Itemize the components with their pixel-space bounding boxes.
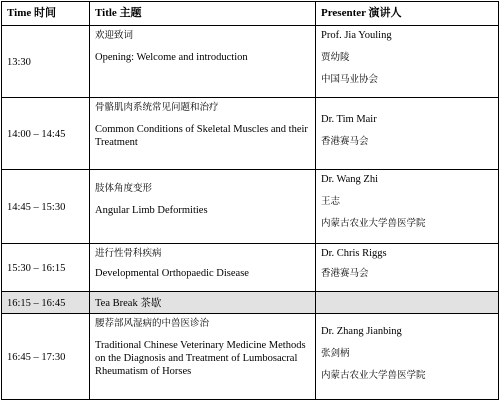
presenter-name-zh: 张剑柄 <box>321 348 350 359</box>
presenter-name: Dr. Zhang Jianbing <box>321 326 402 337</box>
presenter-org: 香港赛马会 <box>321 268 369 279</box>
title-column-header: Title 主题 <box>90 2 316 26</box>
schedule-table <box>1 1 499 400</box>
title-en: Developmental Orthopaedic Disease <box>95 268 249 279</box>
empty-cell <box>316 292 499 314</box>
table-row <box>2 170 499 244</box>
presenter-cell <box>316 314 499 400</box>
title-en: Common Conditions of Skeletal Muscles and their Treatment <box>95 124 308 148</box>
presenter-cell <box>316 26 499 98</box>
time-cell: 16:45 – 17:30 <box>2 314 90 400</box>
presenter-name-zh: 贾幼陵 <box>321 52 350 63</box>
time-cell: 15:30 – 16:15 <box>2 244 90 292</box>
title-zh: 进行性骨科疾病 <box>95 248 162 259</box>
title-en: Opening: Welcome and introduction <box>95 52 248 63</box>
table-row <box>2 98 499 170</box>
table-row <box>2 26 499 98</box>
title-zh: 欢迎致词 <box>95 30 134 41</box>
header-row <box>2 2 499 26</box>
title-cell <box>90 244 316 292</box>
title-zh: 肢体角度变形 <box>95 183 153 194</box>
presenter-org: 中国马业协会 <box>321 74 379 85</box>
title-cell <box>90 314 316 400</box>
title-cell <box>90 170 316 244</box>
presenter-cell <box>316 170 499 244</box>
presenter-name: Dr. Tim Mair <box>321 114 377 125</box>
presenter-cell <box>316 98 499 170</box>
presenter-org: 香港赛马会 <box>321 136 369 147</box>
presenter-name: Prof. Jia Youling <box>321 30 392 41</box>
time-cell: 14:00 – 14:45 <box>2 98 90 170</box>
title-zh: 腰荐部风湿病的中兽医诊治 <box>95 318 210 329</box>
time-cell: 16:15 – 16:45 <box>2 292 90 314</box>
table-row-break <box>2 292 499 314</box>
table-row <box>2 244 499 292</box>
presenter-org: 内蒙古农业大学兽医学院 <box>321 218 426 229</box>
break-title-cell: Tea Break 茶歇 <box>90 292 316 314</box>
time-cell: 13:30 <box>2 26 90 98</box>
title-en: Angular Limb Deformities <box>95 205 208 216</box>
time-cell: 14:45 – 15:30 <box>2 170 90 244</box>
presenter-name: Dr. Wang Zhi <box>321 174 378 185</box>
presenter-cell <box>316 244 499 292</box>
title-cell <box>90 26 316 98</box>
presenter-column-header: Presenter 演讲人 <box>316 2 499 26</box>
table-row <box>2 314 499 400</box>
title-en: Traditional Chinese Veterinary Medicine Methods on the Diagnosis and Treatment of Lumbosacral Rheumatism of Horses <box>95 340 306 377</box>
time-column-header: Time 时间 <box>2 2 90 26</box>
title-zh: 骨骼肌肉系统常见问题和治疗 <box>95 102 219 113</box>
presenter-name-zh: 王志 <box>321 196 341 207</box>
title-cell <box>90 98 316 170</box>
presenter-org: 内蒙古农业大学兽医学院 <box>321 370 426 381</box>
presenter-name: Dr. Chris Riggs <box>321 248 387 259</box>
